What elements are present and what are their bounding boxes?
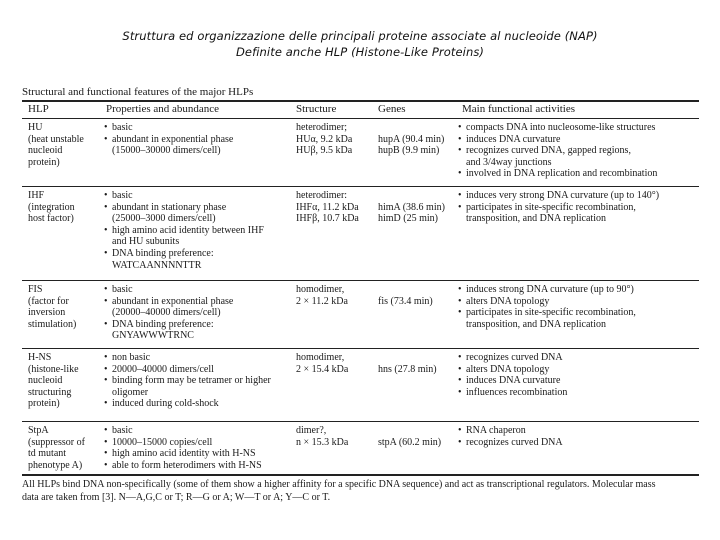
cell-properties-line: • basic <box>104 425 262 437</box>
cell-hlp-line: phenotype A) <box>28 459 83 471</box>
cell-structure <box>296 284 348 307</box>
header-structure: Structure <box>296 103 337 115</box>
header-properties: Properties and abundance <box>106 103 220 115</box>
cell-activities-line: • induces strong DNA curvature (up to 90°) <box>458 284 636 296</box>
cell-hlp-line: td mutant <box>28 448 67 460</box>
cell-activities-line: • alters DNA topology <box>458 296 636 308</box>
cell-hlp-line: protein) <box>28 156 60 168</box>
table-top-rule <box>22 100 699 102</box>
row-separator <box>22 421 699 422</box>
cell-structure-line: dimer?, <box>296 425 327 436</box>
cell-activities-line: • participates in site-specific recombination, <box>458 307 636 319</box>
cell-properties-line: • induced during cold-shock <box>104 398 271 410</box>
cell-activities <box>458 190 659 225</box>
cell-genes-line: hns (27.8 min) <box>378 363 437 375</box>
footnote-line: All HLPs bind DNA non-specifically (some of them show a higher affinity for a specific DNA sequence) and act as transcriptional regulators. Molecular mass <box>22 479 656 490</box>
cell-genes-line: hupA (90.4 min) <box>378 133 445 145</box>
cell-properties-line: • binding form may be tetramer or higher <box>104 375 271 387</box>
cell-properties <box>104 425 262 471</box>
table-footnote <box>22 479 702 504</box>
cell-hlp <box>28 284 76 330</box>
table-caption: Structural and functional features of the major HLPs <box>22 86 254 98</box>
cell-genes-line <box>378 352 437 364</box>
cell-genes-line: himD (25 min) <box>378 213 438 225</box>
row-separator <box>22 348 699 349</box>
cell-genes-line: stpA (60.2 min) <box>378 436 442 448</box>
cell-hlp-line: stimulation) <box>28 318 77 330</box>
cell-genes-line <box>378 122 444 134</box>
cell-hlp-line: H-NS <box>28 352 52 363</box>
cell-properties-line: (15000–30000 dimers/cell) <box>112 145 221 157</box>
cell-genes <box>378 190 445 225</box>
cell-structure-line: 2 × 15.4 kDa <box>296 363 349 375</box>
cell-activities-line: • RNA chaperon <box>458 425 563 437</box>
cell-properties-line: • basic <box>104 122 233 134</box>
cell-structure-line: heterodimer; <box>296 122 348 133</box>
cell-hlp-line: host factor) <box>28 213 74 225</box>
cell-properties-line: (20000–40000 dimers/cell) <box>112 307 221 319</box>
cell-activities-line: • induces DNA curvature <box>458 375 567 387</box>
cell-structure <box>296 122 352 157</box>
cell-hlp-line: protein) <box>28 398 60 410</box>
header-activities: Main functional activities <box>462 103 576 115</box>
cell-properties-line: • 20000–40000 dimers/cell <box>104 364 271 376</box>
cell-hlp-line: HU <box>28 122 43 133</box>
row-separator <box>22 280 699 281</box>
cell-properties-line: • DNA binding preference: <box>104 248 264 260</box>
cell-properties-line: • 10000–15000 copies/cell <box>104 437 262 449</box>
cell-hlp-line: inversion <box>28 307 66 319</box>
cell-properties-line: oligomer <box>112 386 149 398</box>
cell-structure-line: n × 15.3 kDa <box>296 436 349 448</box>
cell-genes <box>378 425 441 448</box>
cell-hlp-line: StpA <box>28 425 49 436</box>
cell-hlp-line: (suppressor of <box>28 436 85 448</box>
cell-activities <box>458 352 567 398</box>
cell-hlp-line: (factor for <box>28 295 69 307</box>
cell-activities-line: • induces very strong DNA curvature (up to 140°) <box>458 190 659 202</box>
cell-activities-line: • influences recombination <box>458 387 567 399</box>
table-bottom-rule <box>22 474 699 476</box>
cell-activities <box>458 122 657 180</box>
cell-activities-line: • induces DNA curvature <box>458 134 657 146</box>
cell-activities-line: transposition, and DNA replication <box>466 213 606 225</box>
cell-properties-line: • basic <box>104 284 233 296</box>
cell-properties <box>104 190 264 271</box>
cell-properties-line: • DNA binding preference: <box>104 319 233 331</box>
cell-hlp <box>28 352 79 410</box>
cell-properties-line: • high amino acid identity with H-NS <box>104 448 262 460</box>
slide-title-line-1: Struttura ed organizzazione delle principali proteine associate al nucleoide (NAP) <box>122 29 598 43</box>
cell-activities-line: • recognizes curved DNA, gapped regions, <box>458 145 657 157</box>
cell-structure-line: 2 × 11.2 kDa <box>296 295 348 307</box>
cell-structure-line: HUα, 9.2 kDa <box>296 133 353 145</box>
cell-structure <box>296 190 359 225</box>
cell-genes-line: hupB (9.9 min) <box>378 145 440 157</box>
cell-genes-line <box>378 425 441 437</box>
cell-properties-line: • abundant in stationary phase <box>104 202 264 214</box>
cell-hlp-line: (histone-like <box>28 363 79 375</box>
cell-activities-line: • participates in site-specific recombination, <box>458 202 659 214</box>
cell-hlp <box>28 190 75 225</box>
cell-activities-line: • recognizes curved DNA <box>458 352 567 364</box>
cell-structure-line: homodimer, <box>296 284 345 295</box>
cell-hlp-line: (integration <box>28 201 75 213</box>
cell-properties <box>104 122 233 157</box>
header-rule <box>22 118 699 119</box>
cell-genes-line <box>378 284 433 296</box>
cell-properties-line: and HU subunits <box>112 236 180 248</box>
cell-genes <box>378 352 437 375</box>
cell-activities-line: and 3/4way junctions <box>466 156 552 168</box>
cell-genes-line: himA (38.6 min) <box>378 201 445 213</box>
cell-properties-line: • basic <box>104 190 264 202</box>
cell-hlp-line: nucleoid <box>28 145 63 157</box>
cell-genes <box>378 284 433 307</box>
cell-properties <box>104 352 271 410</box>
cell-activities-line: • alters DNA topology <box>458 364 567 376</box>
cell-properties-line: • abundant in exponential phase <box>104 296 233 308</box>
cell-hlp-line: nucleoid <box>28 375 63 387</box>
cell-genes <box>378 122 444 157</box>
cell-hlp <box>28 122 84 168</box>
cell-structure-line: homodimer, <box>296 352 345 363</box>
cell-activities-line: transposition, and DNA replication <box>466 318 606 330</box>
cell-structure <box>296 425 348 448</box>
cell-structure-line: HUβ, 9.5 kDa <box>296 145 353 157</box>
cell-properties-line: • non basic <box>104 352 271 364</box>
cell-structure-line: IHFα, 11.2 kDa <box>296 201 359 213</box>
cell-structure <box>296 352 348 375</box>
cell-properties <box>104 284 233 342</box>
cell-properties-line: WATCAANNNNTTR <box>112 259 202 271</box>
slide-title-line-2: Definite anche HLP (Histone-Like Proteins) <box>235 45 485 59</box>
cell-structure-line: heterodimer: <box>296 190 348 201</box>
footnote-line: data are taken from [3]. N—A,G,C or T; R—G or A; W—T or A; Y—C or T. <box>22 491 331 503</box>
cell-hlp <box>28 425 85 471</box>
cell-hlp-line: FIS <box>28 284 43 295</box>
header-hlp: HLP <box>28 103 49 115</box>
cell-activities-line: • compacts DNA into nucleosome-like structures <box>458 122 657 134</box>
row-separator <box>22 186 699 187</box>
cell-activities <box>458 425 563 448</box>
cell-hlp-line: structuring <box>28 386 72 398</box>
cell-properties-line: • able to form heterodimers with H-NS <box>104 460 262 472</box>
cell-activities-line: • involved in DNA replication and recombination <box>458 168 657 180</box>
cell-hlp-line: IHF <box>28 190 45 201</box>
cell-activities <box>458 284 636 330</box>
cell-genes-line: fis (73.4 min) <box>378 295 433 307</box>
cell-structure-line: IHFβ, 10.7 kDa <box>296 213 359 225</box>
header-genes: Genes <box>378 103 406 115</box>
cell-properties-line: • abundant in exponential phase <box>104 134 233 146</box>
cell-properties-line: (25000–3000 dimers/cell) <box>112 213 216 225</box>
cell-properties-line: GNYAWWWTRNC <box>112 330 194 342</box>
cell-properties-line: • high amino acid identity between IHF <box>104 225 264 237</box>
cell-genes-line <box>378 190 445 202</box>
cell-activities-line: • recognizes curved DNA <box>458 437 563 449</box>
cell-hlp-line: (heat unstable <box>28 133 84 145</box>
